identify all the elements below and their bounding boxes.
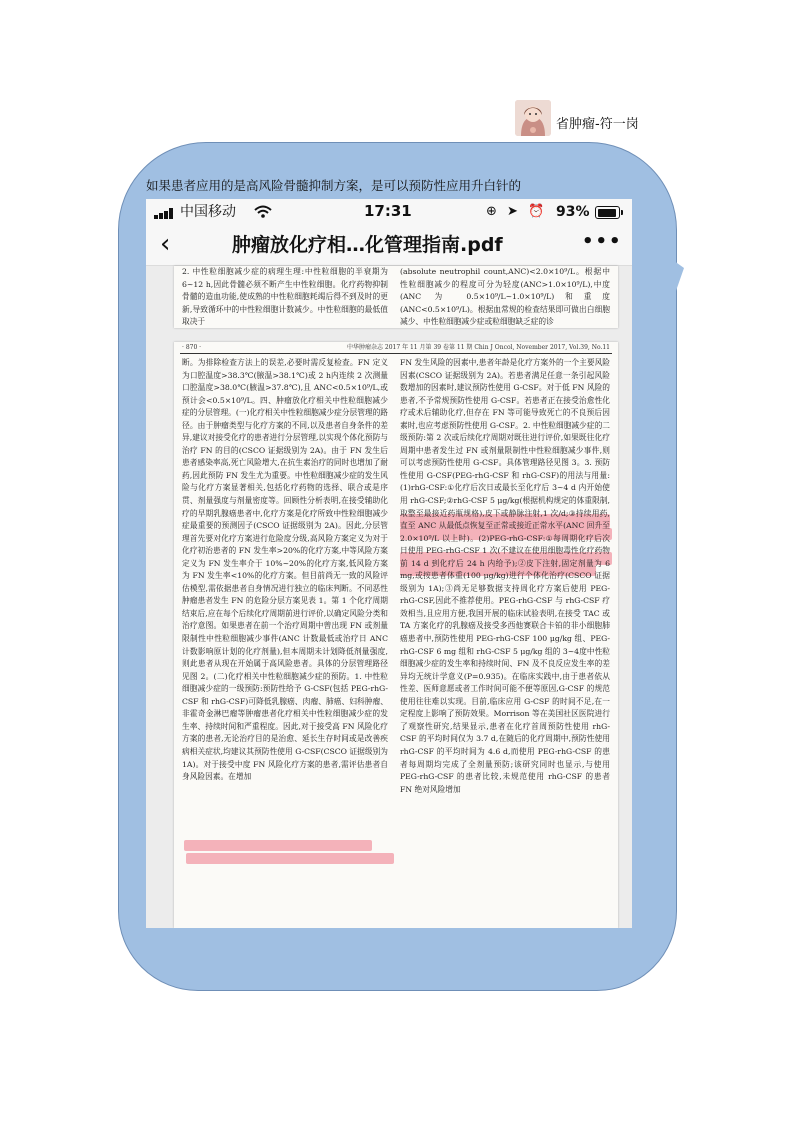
carrier-label: 中国移动 bbox=[180, 204, 236, 220]
journal-header: 中华肿瘤杂志 2017 年 11 月第 39 卷第 11 期 Chin J Oncol, November 2017, Vol.39, No.11 bbox=[347, 344, 610, 351]
document-title: 肿瘤放化疗相…化管理指南.pdf bbox=[232, 234, 503, 256]
clock: 17:31 bbox=[364, 202, 412, 220]
pdf-page-previous bbox=[174, 266, 618, 328]
nav-bar bbox=[146, 225, 632, 266]
battery-tip bbox=[621, 210, 623, 215]
status-icons: ⊕ ➤ ⏰ bbox=[486, 204, 548, 219]
more-button[interactable]: ••• bbox=[582, 231, 623, 252]
battery-percent: 93% bbox=[556, 204, 590, 220]
header-rule bbox=[180, 353, 612, 354]
status-bar bbox=[146, 199, 632, 225]
page-column-left: 断。为排除检查方法上的误差,必要时需反复检查。FN 定义为口腔温度>38.3℃(腋温>38.1℃)或 2 h内连续 2 次测量口腔温度>38.0℃(腋温>37.8℃),且 ANC<0.5×10⁹/L,或预计会<0.5×10⁹/L。四、肿瘤放化疗相关中性粒细胞减少症的分层管理。(一)化疗相关中性粒细胞减少症分层管理的路径。由于肿瘤类型与化疗方案的不同,以及患者自身条件的差异,建议对接受化疗的患者进行分层管理,以实现个体化预防与治疗 FN 的目的(CSCO 证据级别为 2A)。由于 FN 发生后患者感染率高,死亡风险增大,在抗生素治疗的同时也增加了耐药,因此预防 FN 发生尤为重要。中性粒细胞减少症的发生风险与化疗方案显著相关,包括化疗药物的选择、联合或是序贯、剂量强度与剂量密度等。回顾性分析表明,在接受辅助化疗的早期乳腺癌患者中,化疗方案是化疗所致中性粒细胞减少症最重要的预测因子(CSCO 证据级别为 2A)。因此,分层管理首先要对化疗方案进行危险度分级,高风险方案定义为对于化疗初治患者的 FN 发生率>20%的化疗方案,中等风险方案定义为 FN 发生率介于 10%~20%的化疗方案,低风险方案为 FN 发生率<10%的化疗方案。但目前尚无一致的风险评估模型,需依据患者自身情况进行独立的临床判断。不同恶性肿瘤患者发生 FN 的危险分层方案见表 1。第 1 个化疗周期结束后,应在每个后续化疗周期前进行评价,以确定风险分类和治疗意图。如果患者在前一个治疗周期中曾出现 FN 或剂量限制性中性粒细胞减少事件(ANC 计数最低或治疗日 ANC 计数影响原计划的化疗剂量),但本周期未计划降低剂量强度,则此患者从现在开始属于高风险患者。具体的分层管理路径见图 2。(二)化疗相关中性粒细胞减少症的预防。1. 中性粒细胞减少症的一级预防:预防性给予 G-CSF(包括 PEG-rhG-CSF 和 rhG-CSF)可降低乳腺癌、肉瘤、肺癌、妇科肿瘤、非霍奇金淋巴瘤等肿瘤患者化疗相关中性粒细胞减少症的发生率、持续时间和严重程度。因此,对于接受高 FN 风险化疗方案的患者,无论治疗目的是治愈、延长生存时间或是改善疾病相关症状,均建议其预防性使用 G-CSF(CSCO 证据级别为 1A)。对于接受中度 FN 风险化疗方案的患者,需评估患者自身风险因素。在增加 bbox=[182, 358, 388, 782]
page-column-left: 2. 中性粒细胞减少症的病理生理:中性粒细胞的半衰期为 6~12 h,因此骨髓必须不断产生中性粒细胞。化疗药物抑制骨髓的造血功能,使成熟的中性粒细胞耗竭后得不到及时的更新,导致循环中的中性粒细胞计数减少。中性粒细胞的最低值取决于 bbox=[182, 267, 388, 327]
question-text: 如果患者应用的是高风险骨髓抑制方案，是可以预防性应用升白针的 bbox=[146, 178, 522, 193]
page-column-right: FN 发生风险的因素中,患者年龄是化疗方案外的一个主要风险因素(CSCO 证据级别为 2A)。若患者满足任意一条引起风险数增加的因素时,建议预防性使用 G-CSF。对于低 FN 风险的患者,不予常规预防性使用 G-CSF。若患者正在接受治愈性化疗或术后辅助化疗,但存在 FN 等可能导致死亡的不良预后因素时,也应考虑预防性使用 G-CSF。2. 中性粒细胞减少症的二级预防:第 2 次或后续化疗周期对既往进行评价,如果既往化疗周期中患者发生过 FN 或剂量限制性中性粒细胞减少事件,则可以考虑预防性使用 G-CSF。具体管理路径见图 3。3. 预防性使用 G-CSF(PEG-rhG-CSF 和 rhG-CSF)的用法与用量:(1)rhG-CSF:①化疗后次日或最长至化疗后 3~4 d 内开始使用 rhG-CSF;②rhG-CSF 5 μg/kg(根据机构规定的体重限制,取整至最接近药瓶规格),皮下或静脉注射,1 次/d;③持续用药,直至 ANC 从最低点恢复至正常或接近正常水平(ANC 回升至 2.0×10⁹/L 以上时)。(2)PEG-rhG-CSF:①每周期化疗后次日使用 PEG-rhG-CSF 1 次(不建议在使用细胞毒性化疗药物前 14 d 到化疗后 24 h 内给予);②皮下注射,固定剂量为 6 mg,或按患者体重(100 μg/kg)进行个体化治疗(CSCO 证据级别为 1A);③尚无足够数据支持周化疗方案后使用 PEG-rhG-CSF,因此不推荐使用。PEG-rhG-CSF 与 rhG-CSF 疗效相当,且应用方便,我国开展的临床试验表明,在接受 TAC 或 TA 方案化疗的乳腺癌及接受多西他赛联合卡铂的非小细胞肺癌患者中,预防性使用 PEG-rhG-CSF 100 μg/kg 组、PEG-rhG-CSF 6 mg 组和 rhG-CSF 5 μg/kg 组的 3~4度中性粒细胞减少症的发生率和持续时间、FN 及不良反应发生率的差异均无统计学意义(P=0.935)。在临床实践中,由于患者依从性差、医师意愿或者工作时间可能不便等原因,G-CSF 的规范使用往往难以实现。目前,临床应用 G-CSF 的时间不足,在一定程度上影响了预防效果。Morrison 等在美国社区医院进行了观察性研究,结果显示,患者在化疗首周预防性使用 rhG-CSF 的平均时间仅为 3.7 d,在随后的化疗周期中,预防性使用 rhG-CSF 的平均时间为 4.6 d,而使用 PEG-rhG-CSF 的患者每周期均完成了全剂量预防;该研究同时也显示,与使用 PEG-rhG-CSF 的患者比较,未规范使用 rhG-CSF 的患者 FN 绝对风险增加 bbox=[400, 358, 610, 794]
back-button[interactable]: ‹ bbox=[160, 229, 171, 259]
battery-fill bbox=[598, 209, 617, 217]
avatar-photo-icon bbox=[515, 100, 551, 136]
page-number: · 870 · bbox=[182, 344, 202, 351]
pdf-page-current bbox=[174, 342, 618, 928]
page-column-right: (absolute neutrophil count,ANC)<2.0×10⁹/L。根据中性粒细胞减少的程度可分为轻度(ANC>1.0×10⁹/L),中度(ANC 为 0.5×10⁹/L~1.0×10⁹/L)和重度(ANC<0.5×10⁹/L)。根据血常规的检查结果即可做出白细胞减少、中性粒细胞减少症或粒细胞缺乏症的诊 bbox=[400, 267, 610, 327]
author-name: 省肿瘤-符一岗 bbox=[556, 117, 639, 132]
speech-bubble-tail bbox=[670, 258, 684, 308]
wifi-icon bbox=[254, 205, 272, 221]
battery-icon bbox=[595, 206, 620, 219]
phone-screenshot bbox=[146, 199, 632, 928]
pdf-viewer[interactable] bbox=[146, 266, 632, 928]
avatar bbox=[515, 100, 551, 136]
signal-icon bbox=[154, 208, 176, 219]
